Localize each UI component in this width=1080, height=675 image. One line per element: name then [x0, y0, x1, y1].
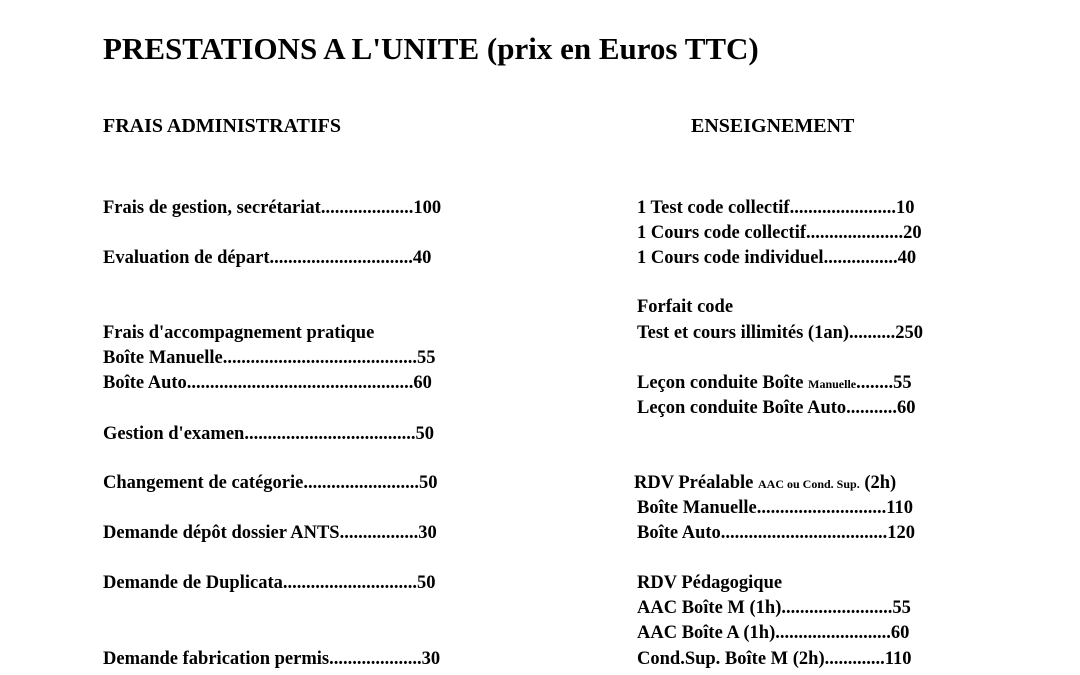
section-heading-enseignement: ENSEIGNEMENT	[691, 115, 855, 137]
fee-line-duplicata: Demande de Duplicata.............................50	[103, 573, 436, 593]
fee-line-rdv-boite-manuelle: Boîte Manuelle............................110	[637, 498, 913, 518]
fee-subheading-accompagnement: Frais d'accompagnement pratique	[103, 323, 375, 343]
lecon-manuelle-tail: ........55	[856, 373, 912, 393]
fee-line-test-cours-illimites: Test et cours illimités (1an)..........250	[637, 323, 924, 343]
fee-line-condsup-boite-m: Cond.Sup. Boîte M (2h).............110	[637, 649, 912, 669]
rdv-prealable-small: AAC ou Cond. Sup.	[758, 477, 860, 491]
lecon-manuelle-small: Manuelle	[808, 377, 857, 391]
fee-line-cours-individuel: 1 Cours code individuel................40	[637, 248, 917, 268]
fee-subheading-forfait-code: Forfait code	[637, 297, 734, 317]
fee-subheading-rdv-prealable	[634, 474, 896, 493]
section-heading-frais-administratifs: FRAIS ADMINISTRATIFS	[103, 115, 342, 137]
fee-line-rdv-boite-auto: Boîte Auto....................................120	[637, 523, 916, 543]
fee-line-aac-boite-m: AAC Boîte M (1h)........................55	[637, 598, 911, 618]
fee-line-test-code: 1 Test code collectif.......................10	[637, 198, 915, 218]
fee-line-lecon-manuelle	[637, 374, 912, 393]
lecon-manuelle-main: Leçon conduite Boîte	[637, 373, 809, 393]
fee-line-changement-categorie: Changement de catégorie.........................50	[103, 473, 438, 493]
rdv-prealable-main: RDV Préalable	[634, 473, 758, 493]
fee-subheading-rdv-pedagogique: RDV Pédagogique	[637, 573, 783, 593]
fee-line-gestion-examen: Gestion d'examen.....................................50	[103, 424, 434, 444]
fee-line-aac-boite-a: AAC Boîte A (1h).........................60	[637, 623, 910, 643]
fee-line-boite-manuelle: Boîte Manuelle..........................................55	[103, 348, 436, 368]
fee-line-lecon-auto: Leçon conduite Boîte Auto...........60	[637, 398, 916, 418]
fee-line-evaluation: Evaluation de départ...............................40	[103, 248, 432, 268]
fee-line-cours-collectif: 1 Cours code collectif.....................20	[637, 223, 922, 243]
rdv-prealable-tail: (2h)	[859, 473, 897, 493]
fee-line-fabrication-permis: Demande fabrication permis....................30	[103, 649, 441, 669]
page-title: PRESTATIONS A L'UNITE (prix en Euros TTC)	[103, 31, 759, 66]
fee-line-depot-ants: Demande dépôt dossier ANTS.................30	[103, 523, 437, 543]
fee-line-boite-auto: Boîte Auto.................................................60	[103, 373, 432, 393]
fee-line-gestion: Frais de gestion, secrétariat....................100	[103, 198, 442, 218]
